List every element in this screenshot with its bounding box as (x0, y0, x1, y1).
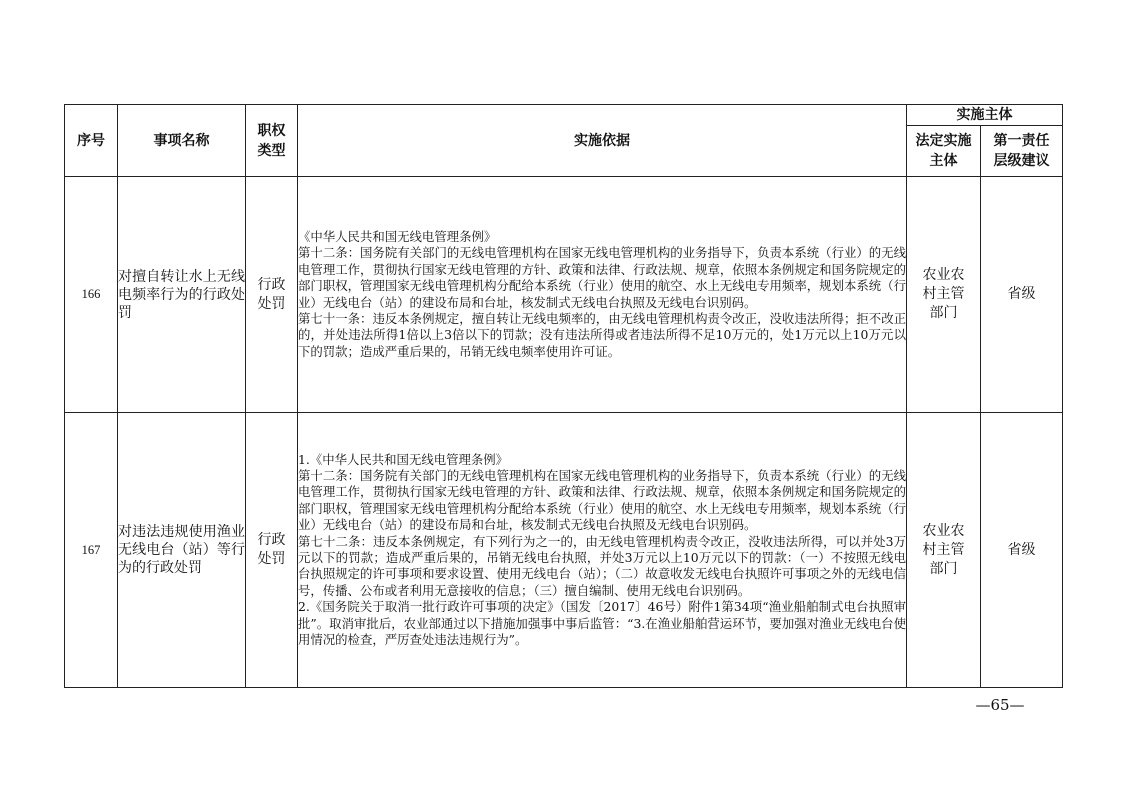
basis-paragraph: 1.《中华人民共和国无线电管理条例》 (298, 451, 509, 467)
table-row (65, 413, 1063, 688)
row-type: 行政处罚 (246, 413, 298, 688)
header-type: 职权类型 (246, 105, 298, 177)
header-subject: 实施主体 (907, 105, 1063, 126)
row-seq: 166 (65, 177, 118, 413)
row-legal-subject: 农业农村主管部门 (907, 413, 981, 688)
basis-paragraph: 第十二条：国务院有关部门的无线电管理机构在国家无线电管理机构的业务指导下，负责本系统（行业）的无线电管理工作，贯彻执行国家无线电管理的方针、政策和法律、行政法规、规章，依照本条例规定和国务院规定的部门职权，管理国家无线电管理机构分配给本系统（行业）使用的航空、水上无线电专用频率，规划本系统（行业）无线电台（站）的建设布局和台址，核发制式无线电台执照及无线电台识别码。 (298, 245, 906, 310)
row-type: 行政处罚 (246, 177, 298, 413)
basis-paragraph: 第七十一条：违反本条例规定，擅自转让无线电频率的，由无线电管理机构责令改正，没收违法所得；拒不改正的，并处违法所得1倍以上3倍以下的罚款；没有违法所得或者违法所得不足10万元的，处1万元以上10万元以下的罚款；造成严重后果的，吊销无线电频率使用许可证。 (298, 310, 906, 359)
page-number: —65— (975, 696, 1025, 714)
header-level: 第一责任层级建议 (981, 126, 1063, 177)
header-basis: 实施依据 (298, 105, 907, 177)
row-item-name: 对擅自转让水上无线电频率行为的行政处罚 (118, 177, 246, 413)
header-legal-subject: 法定实施主体 (907, 126, 981, 177)
regulation-table (64, 104, 1063, 688)
header-seq: 序号 (65, 105, 118, 177)
basis-paragraph: 《中华人民共和国无线电管理条例》 (298, 228, 497, 244)
table-row (65, 177, 1063, 413)
row-legal-subject: 农业农村主管部门 (907, 177, 981, 413)
row-level: 省级 (981, 413, 1063, 688)
basis-paragraph: 2.《国务院关于取消一批行政许可事项的决定》（国发〔2017〕46号）附件1第34项“渔业船舶制式电台执照审批”。取消审批后，农业部通过以下措施加强事中事后监管：“3.在渔业船舶营运环节，要加强对渔业无线电台使用情况的检查，严厉查处违法违规行为”。 (298, 599, 906, 648)
header-row (65, 105, 1063, 126)
row-item-name: 对违法违规使用渔业无线电台（站）等行为的行政处罚 (118, 413, 246, 688)
row-basis (298, 413, 907, 688)
basis-paragraph: 第七十二条：违反本条例规定，有下列行为之一的，由无线电管理机构责令改正，没收违法所得，可以并处3万元以下的罚款；造成严重后果的，吊销无线电台执照，并处3万元以上10万元以下的罚款：（一）不按照无线电台执照规定的许可事项和要求设置、使用无线电台（站）；（二）故意收发无线电台执照许可事项之外的无线电信号，传播、公布或者利用无意接收的信息；（三）擅自编制、使用无线电台识别码。 (298, 533, 906, 598)
row-seq: 167 (65, 413, 118, 688)
row-level: 省级 (981, 177, 1063, 413)
header-item-name: 事项名称 (118, 105, 246, 177)
row-basis (298, 177, 907, 413)
basis-paragraph: 第十二条：国务院有关部门的无线电管理机构在国家无线电管理机构的业务指导下，负责本系统（行业）的无线电管理工作，贯彻执行国家无线电管理的方针、政策和法律、行政法规、规章，依照本条例规定和国务院规定的部门职权，管理国家无线电管理机构分配给本系统（行业）使用的航空、水上无线电专用频率，规划本系统（行业）无线电台（站）的建设布局和台址，核发制式无线电台执照及无线电台识别码。 (298, 467, 906, 533)
